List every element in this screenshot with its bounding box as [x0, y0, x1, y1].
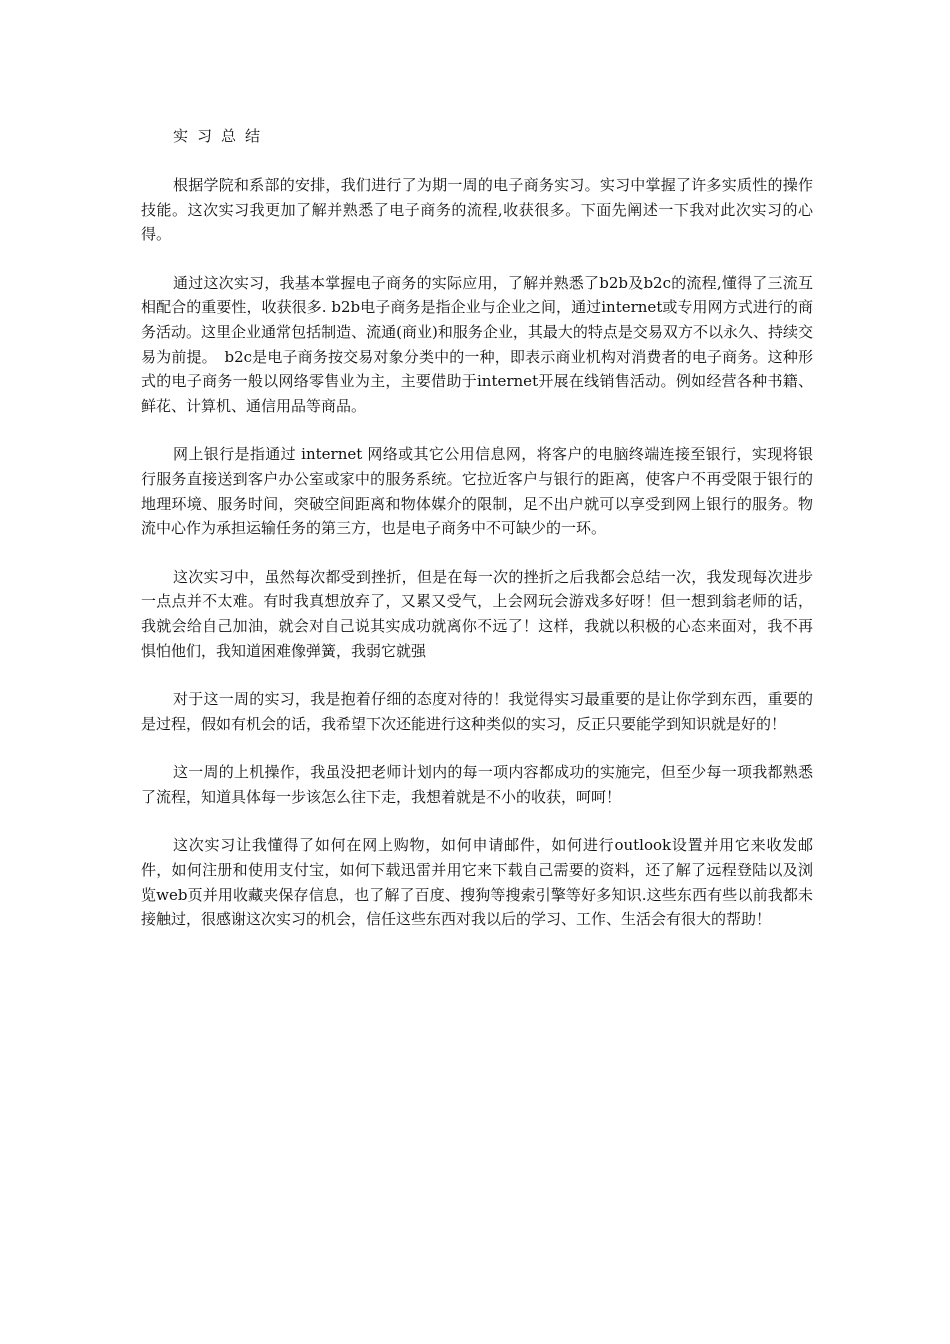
paragraph-setbacks: 这次实习中，虽然每次都受到挫折，但是在每一次的挫折之后我都会总结一次，我发现每次进步一点点并不太难。有时我真想放弃了，又累又受气，上会网玩会游戏多好呀！但一想到翁老师的话，我就会给自己加油，就会对自己说其实成功就离你不远了！这样，我就以积极的心态来面对，我不再惧怕他们，我知道困难像弹簧，我弱它就强	[141, 567, 813, 660]
document-title: 实习总结	[173, 127, 270, 145]
paragraph-learned-skills: 这次实习让我懂得了如何在网上购物，如何申请邮件，如何进行outlook设置并用它来收发邮件，如何注册和使用支付宝，如何下载迅雷并用它来下载自己需要的资料，还了解了远程登陆以及浏览web页并用收藏夹保存信息，也了解了百度、搜狗等搜索引擎等好多知识.这些东西有些以前我都未接触过，很感谢这次实习的机会，信任这些东西对我以后的学习、工作、生活会有很大的帮助！	[141, 836, 813, 929]
document-page	[141, 124, 813, 932]
paragraph-ecommerce-b2b-b2c: 通过这次实习，我基本掌握电子商务的实际应用，了解并熟悉了b2b及b2c的流程,懂得了三流互相配合的重要性，收获很多. b2b电子商务是指企业与企业之间，通过internet或专用网方式进行的商务活动。这里企业通常包括制造、流通(商业)和服务企业，其最大的特点是交易双方不以永久、持续交易为前提。 b2c是电子商务按交易对象分类中的一种，即表示商业机构对消费者的电子商务。这种形式的电子商务一般以网络零售业为主，主要借助于internet开展在线销售活动。例如经营各种书籍、鲜花、计算机、通信用品等商品。	[141, 273, 813, 415]
paragraph-internship-intro: 根据学院和系部的安排，我们进行了为期一周的电子商务实习。实习中掌握了许多实质性的操作技能。这次实习我更加了解并熟悉了电子商务的流程,收获很多。下面先阐述一下我对此次实习的心得。	[141, 176, 813, 244]
paragraph-computer-operation: 这一周的上机操作，我虽没把老师计划内的每一项内容都成功的实施完，但至少每一项我都熟悉了流程，知道具体每一步该怎么往下走，我想着就是不小的收获，呵呵！	[141, 763, 813, 806]
paragraph-attitude: 对于这一周的实习，我是抱着仔细的态度对待的！我觉得实习最重要的是让你学到东西，重要的是过程，假如有机会的话，我希望下次还能进行这种类似的实习，反正只要能学到知识就是好的！	[141, 690, 813, 733]
paragraph-online-banking: 网上银行是指通过 internet 网络或其它公用信息网，将客户的电脑终端连接至银行，实现将银行服务直接送到客户办公室或家中的服务系统。它拉近客户与银行的距离，使客户不再受限于银行的地理环境、服务时间，突破空间距离和物体媒介的限制，足不出户就可以享受到网上银行的服务。物流中心作为承担运输任务的第三方，也是电子商务中不可缺少的一环。	[141, 445, 813, 538]
